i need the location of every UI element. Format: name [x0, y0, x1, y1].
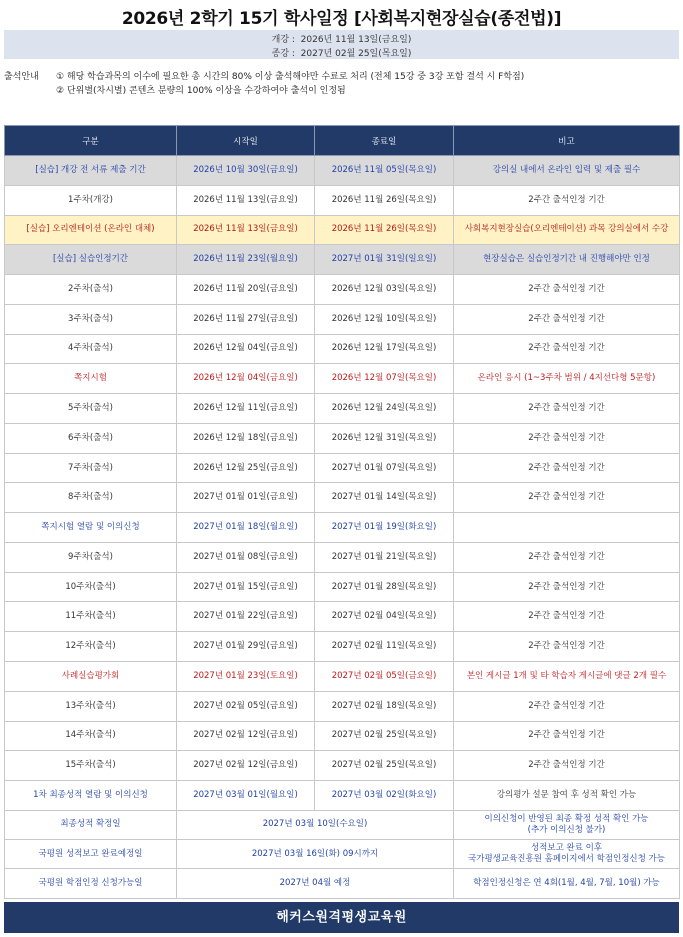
- row-end-date: 2027년 03월 02일(화요일): [315, 781, 454, 811]
- row-start-date: 2026년 11월 13일(금요일): [177, 185, 315, 215]
- row-note: 학점인정신청은 연 4회(1월, 4월, 7월, 10월) 가능: [454, 869, 680, 899]
- semester-period: [4, 30, 679, 59]
- row-start-date: 2027년 01월 29일(금요일): [177, 632, 315, 662]
- row-note: 2주간 출석인정 기간: [454, 275, 680, 305]
- table-row: [5, 602, 680, 632]
- row-category: 4주차(출석): [5, 334, 177, 364]
- row-note: 2주간 출석인정 기간: [454, 185, 680, 215]
- table-row: [5, 423, 680, 453]
- row-end-date: 2026년 11월 26일(목요일): [315, 185, 454, 215]
- table-row: [5, 245, 680, 275]
- open-label: 개강 :: [271, 35, 295, 45]
- row-note: 2주간 출석인정 기간: [454, 751, 680, 781]
- close-label: 종강 :: [271, 49, 295, 59]
- row-end-date: 2026년 12월 03일(목요일): [315, 275, 454, 305]
- row-start-date: 2026년 12월 04일(금요일): [177, 334, 315, 364]
- row-note: 2주간 출석인정 기간: [454, 721, 680, 751]
- table-row: [5, 840, 680, 869]
- row-start-date: 2026년 12월 04일(금요일): [177, 364, 315, 394]
- row-start-date: 2027년 01월 22일(금요일): [177, 602, 315, 632]
- row-note: 2주간 출석인정 기간: [454, 453, 680, 483]
- table-row: [5, 215, 680, 245]
- row-category: 6주차(출석): [5, 423, 177, 453]
- table-row: [5, 483, 680, 513]
- row-note: 2주간 출석인정 기간: [454, 304, 680, 334]
- row-start-date: 2027년 01월 18일(월요일): [177, 513, 315, 543]
- table-row: [5, 513, 680, 543]
- table-row: [5, 691, 680, 721]
- row-end-date: 2026년 12월 07일(목요일): [315, 364, 454, 394]
- table-row: [5, 572, 680, 602]
- row-start-date: 2026년 11월 13일(금요일): [177, 215, 315, 245]
- header-end: 종료일: [315, 126, 454, 156]
- row-category: 12주차(출석): [5, 632, 177, 662]
- row-end-date: 2027년 01월 14일(목요일): [315, 483, 454, 513]
- row-category: 최종성적 확정일: [5, 810, 177, 839]
- row-category: 15주차(출석): [5, 751, 177, 781]
- table-row: [5, 751, 680, 781]
- page-title: 2026년 2학기 15기 학사일정 [사회복지현장실습(종전법)]: [121, 9, 562, 29]
- table-row: [5, 721, 680, 751]
- table-row: [5, 662, 680, 692]
- row-start-date: 2026년 11월 27일(금요일): [177, 304, 315, 334]
- row-start-date: 2027년 01월 15일(금요일): [177, 572, 315, 602]
- row-category: 10주차(출석): [5, 572, 177, 602]
- row-start-date: 2027년 03월 01일(월요일): [177, 781, 315, 811]
- table-row: [5, 334, 680, 364]
- row-start-date: 2027년 02월 05일(금요일): [177, 691, 315, 721]
- notice-label: 출석안내: [4, 72, 39, 82]
- row-category: [실습] 실습인정기간: [5, 245, 177, 275]
- row-start-date: 2026년 12월 25일(금요일): [177, 453, 315, 483]
- row-end-date: 2027년 02월 04일(목요일): [315, 602, 454, 632]
- row-end-date: 2027년 01월 31일(일요일): [315, 245, 454, 275]
- row-note: 2주간 출석인정 기간: [454, 483, 680, 513]
- row-end-date: 2027년 01월 28일(목요일): [315, 572, 454, 602]
- row-note: 성적보고 완료 이후 국가평생교육진흥원 홈페이지에서 학점인정신청 가능: [454, 840, 680, 869]
- row-start-date: 2026년 11월 20일(금요일): [177, 275, 315, 305]
- close-date-row: [4, 46, 679, 59]
- table-row: [5, 781, 680, 811]
- row-end-date: 2026년 12월 10일(목요일): [315, 304, 454, 334]
- table-row: [5, 275, 680, 305]
- row-end-date: 2027년 02월 25일(목요일): [315, 751, 454, 781]
- row-category: 5주차(출석): [5, 394, 177, 424]
- row-end-date: 2027년 01월 21일(목요일): [315, 542, 454, 572]
- row-start-date: 2027년 02월 12일(금요일): [177, 721, 315, 751]
- row-category: 9주차(출석): [5, 542, 177, 572]
- row-note: 강의실 내에서 온라인 입력 및 제출 필수: [454, 156, 680, 186]
- row-category: 11주차(출석): [5, 602, 177, 632]
- row-note: 이의신청이 반영된 최종 확정 성적 확인 가능 (추가 이의신청 불가): [454, 810, 680, 839]
- row-end-date: 2026년 11월 26일(목요일): [315, 215, 454, 245]
- row-category: 1주차(개강): [5, 185, 177, 215]
- row-note: 현장실습은 실습인정기간 내 진행해야만 인정: [454, 245, 680, 275]
- row-date: 2027년 03월 16일(화) 09시까지: [177, 840, 454, 869]
- notice-item: ① 해당 학습과목의 이수에 필요한 총 시간의 80% 이상 출석해야만 수료로 처리 (전체 15강 중 3강 포함 결석 시 F학점): [56, 72, 525, 82]
- row-category: [실습] 오리엔테이션 (온라인 대체): [5, 215, 177, 245]
- row-category: 14주차(출석): [5, 721, 177, 751]
- row-note: 2주간 출석인정 기간: [454, 691, 680, 721]
- row-category: 1차 최종성적 열람 및 이의신청: [5, 781, 177, 811]
- open-date-row: [4, 32, 679, 45]
- row-category: 8주차(출석): [5, 483, 177, 513]
- row-note: 2주간 출석인정 기간: [454, 394, 680, 424]
- row-start-date: 2027년 01월 08일(금요일): [177, 542, 315, 572]
- row-end-date: 2026년 12월 17일(목요일): [315, 334, 454, 364]
- row-end-date: 2027년 02월 25일(목요일): [315, 721, 454, 751]
- row-category: 3주차(출석): [5, 304, 177, 334]
- open-date: 2026년 11월 13일(금요일): [300, 35, 412, 45]
- row-category: 국평원 학점인정 신청가능일: [5, 869, 177, 899]
- row-note: 2주간 출석인정 기간: [454, 542, 680, 572]
- row-category: 쪽지시험 열람 및 이의신청: [5, 513, 177, 543]
- row-category: [실습] 개강 전 서류 제출 기간: [5, 156, 177, 186]
- schedule-table: [4, 125, 680, 899]
- row-start-date: 2026년 10월 30일(금요일): [177, 156, 315, 186]
- table-row: [5, 156, 680, 186]
- row-note: 2주간 출석인정 기간: [454, 572, 680, 602]
- row-end-date: 2027년 01월 07일(목요일): [315, 453, 454, 483]
- row-end-date: 2027년 02월 18일(목요일): [315, 691, 454, 721]
- row-note: 온라인 응시 (1~3주차 범위 / 4지선다형 5문항): [454, 364, 680, 394]
- row-category: 사례실습평가회: [5, 662, 177, 692]
- row-note: 사회복지현장실습(오리엔테이션) 과목 강의실에서 수강: [454, 215, 680, 245]
- row-end-date: 2027년 02월 05일(금요일): [315, 662, 454, 692]
- row-start-date: 2027년 01월 01일(금요일): [177, 483, 315, 513]
- row-start-date: 2026년 12월 11일(금요일): [177, 394, 315, 424]
- notice-item: ② 단위별(차시별) 콘텐츠 분량의 100% 이상을 수강하여야 출석이 인정됨: [56, 86, 346, 96]
- row-end-date: 2026년 11월 05일(목요일): [315, 156, 454, 186]
- row-start-date: 2026년 12월 18일(금요일): [177, 423, 315, 453]
- row-start-date: 2027년 02월 12일(금요일): [177, 751, 315, 781]
- row-category: 쪽지시험: [5, 364, 177, 394]
- table-row: [5, 185, 680, 215]
- table-header-row: [5, 126, 680, 156]
- row-note: 본인 게시글 1개 및 타 학습자 게시글에 댓글 2개 필수: [454, 662, 680, 692]
- row-note: 2주간 출석인정 기간: [454, 632, 680, 662]
- header-category: 구분: [5, 126, 177, 156]
- row-note: 2주간 출석인정 기간: [454, 423, 680, 453]
- table-row: [5, 364, 680, 394]
- row-category: 13주차(출석): [5, 691, 177, 721]
- row-note: 강의평가 설문 참여 후 성적 확인 가능: [454, 781, 680, 811]
- row-end-date: 2027년 01월 19일(화요일): [315, 513, 454, 543]
- row-date: 2027년 04월 예정: [177, 869, 454, 899]
- header-start: 시작일: [177, 126, 315, 156]
- row-end-date: 2026년 12월 24일(목요일): [315, 394, 454, 424]
- table-row: [5, 304, 680, 334]
- table-row: [5, 869, 680, 899]
- table-row: [5, 542, 680, 572]
- table-row: [5, 632, 680, 662]
- row-category: 7주차(출석): [5, 453, 177, 483]
- header-note: 비고: [454, 126, 680, 156]
- institution-footer: 해커스원격평생교육원: [4, 902, 679, 933]
- row-note: 2주간 출석인정 기간: [454, 602, 680, 632]
- row-category: 2주차(출석): [5, 275, 177, 305]
- row-start-date: 2027년 01월 23일(토요일): [177, 662, 315, 692]
- row-category: 국평원 성적보고 완료예정일: [5, 840, 177, 869]
- row-end-date: 2027년 02월 11일(목요일): [315, 632, 454, 662]
- row-end-date: 2026년 12월 31일(목요일): [315, 423, 454, 453]
- row-date: 2027년 03월 10일(수요일): [177, 810, 454, 839]
- row-note: 2주간 출석인정 기간: [454, 334, 680, 364]
- row-note: [454, 513, 680, 543]
- table-row: [5, 810, 680, 839]
- table-row: [5, 394, 680, 424]
- close-date: 2027년 02월 25일(목요일): [300, 49, 412, 59]
- table-row: [5, 453, 680, 483]
- row-start-date: 2026년 11월 23일(월요일): [177, 245, 315, 275]
